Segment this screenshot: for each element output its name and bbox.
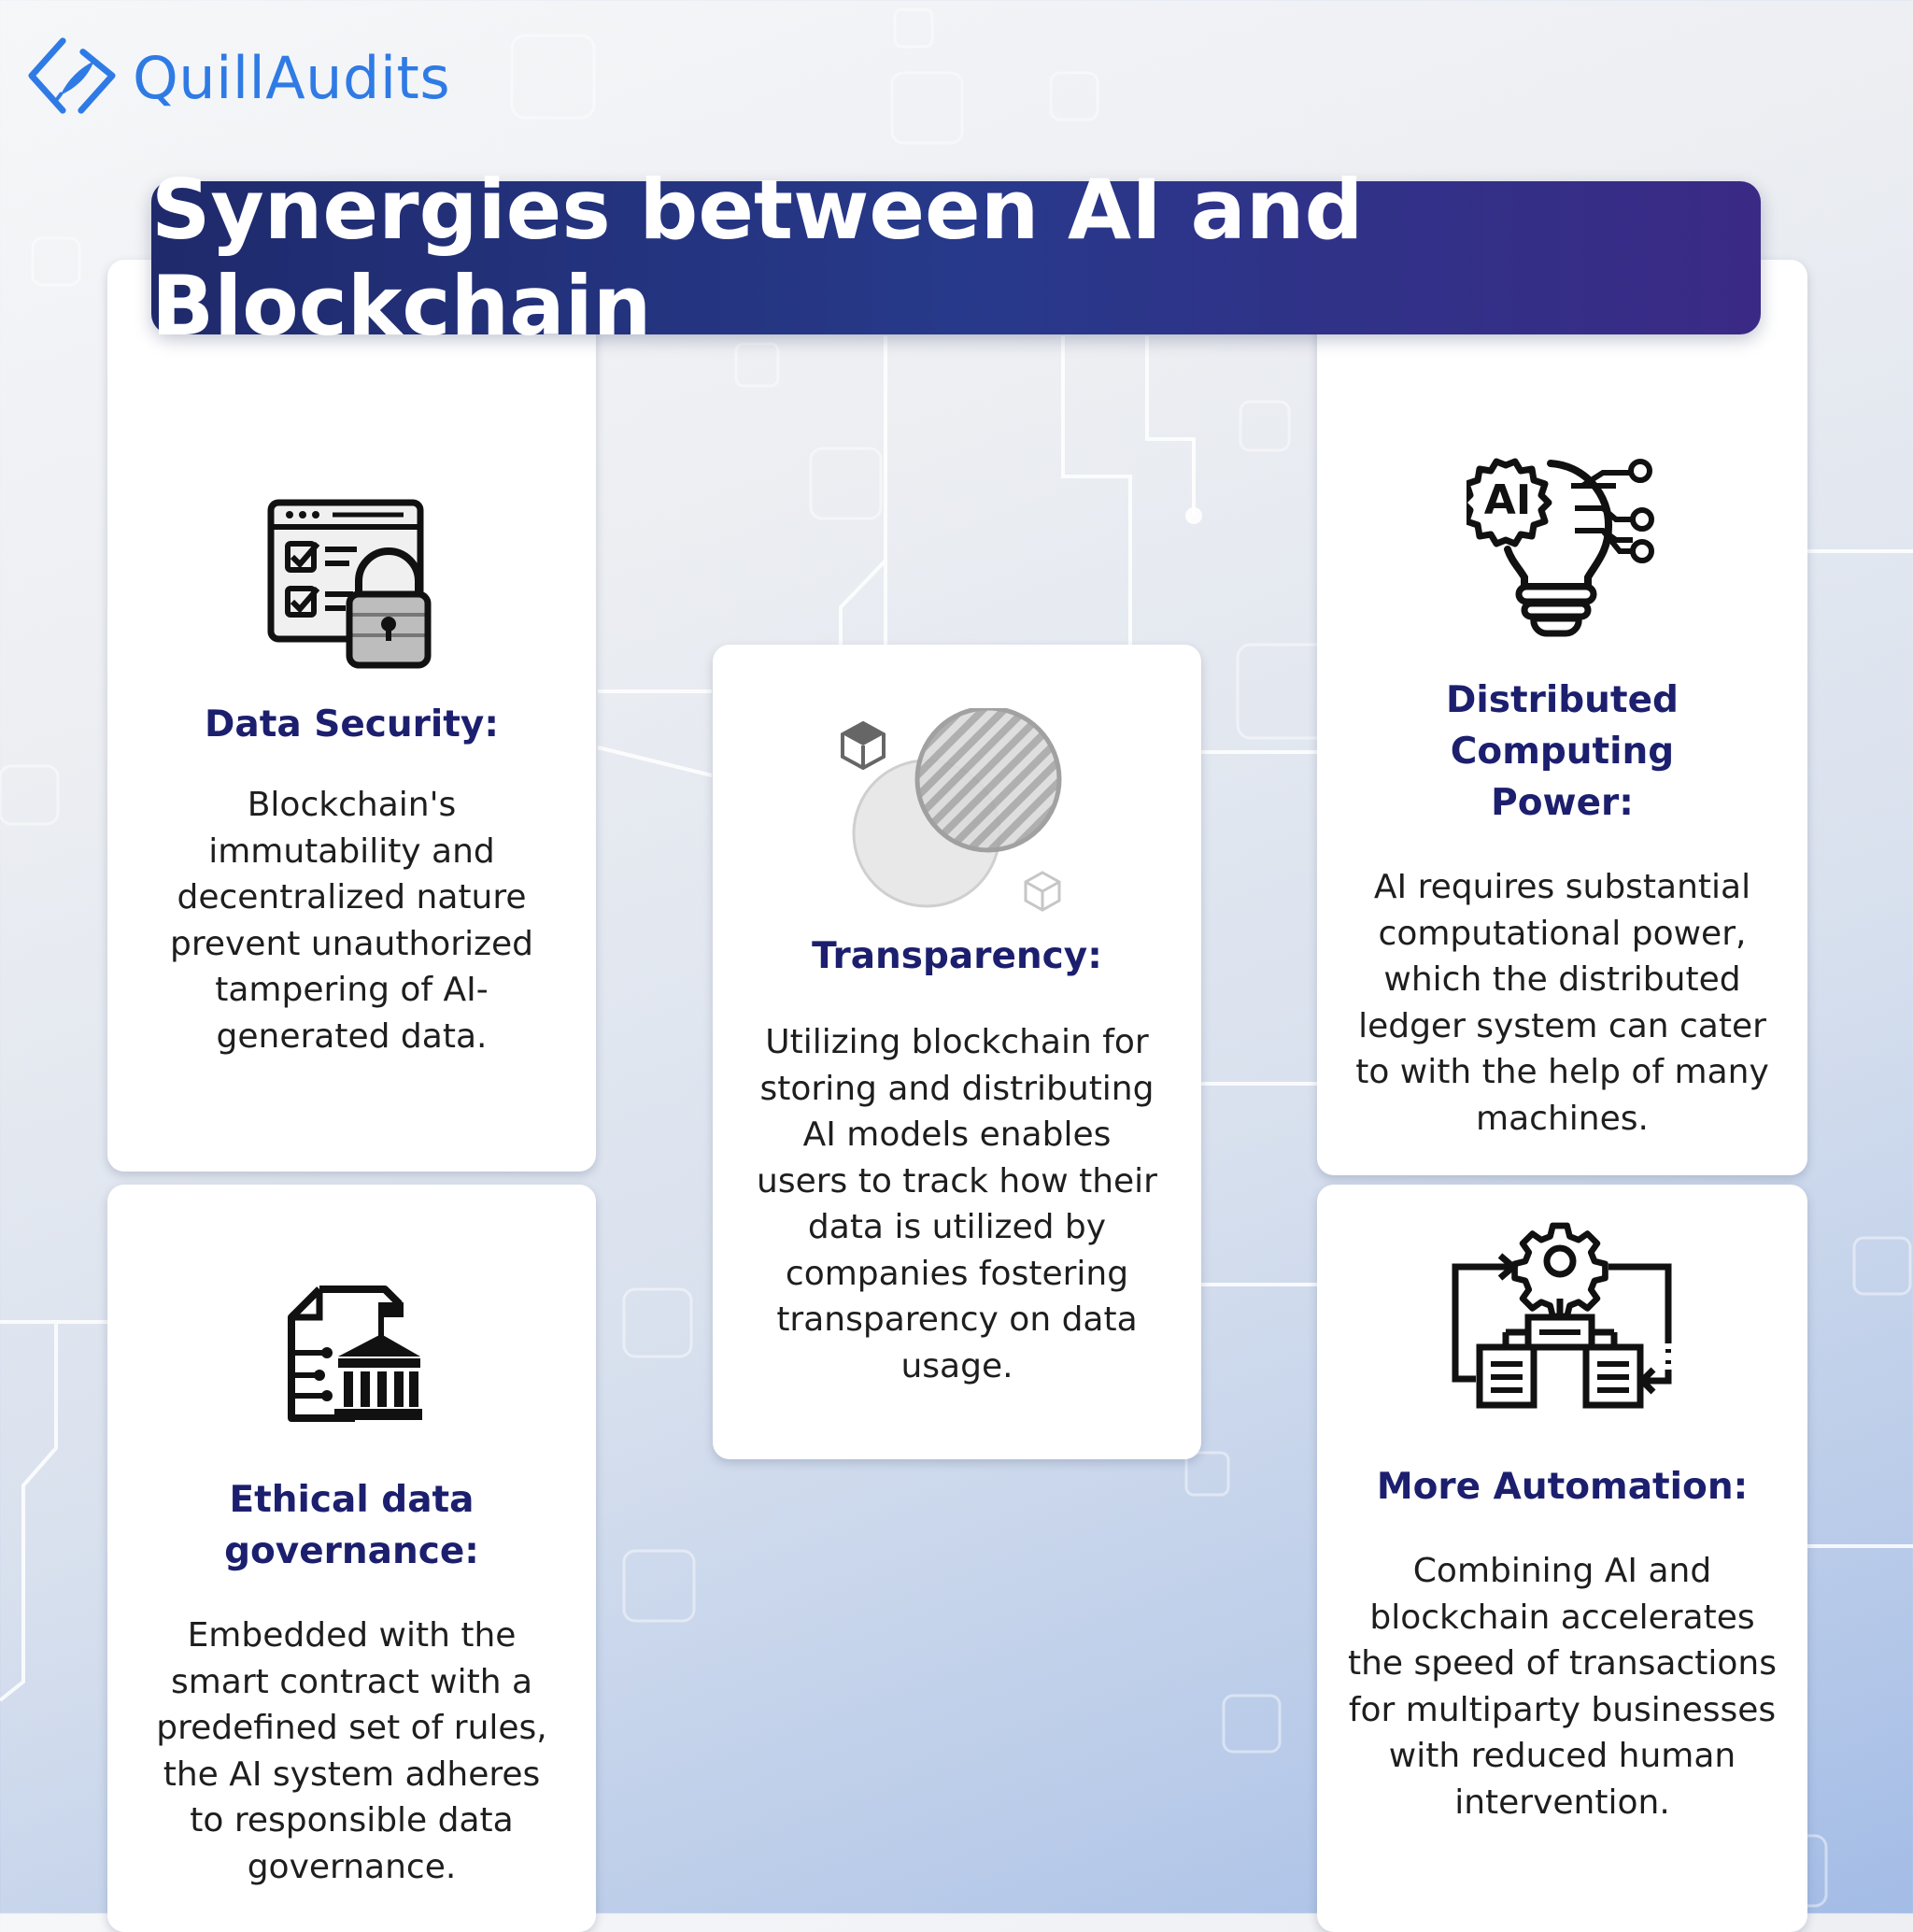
card-title: Transparency:: [812, 935, 1102, 977]
card-title: Data Security:: [205, 703, 499, 746]
secure-checklist-lock-icon: [135, 495, 568, 673]
page-title: Synergies between AI and Blockchain: [151, 162, 1364, 354]
gear-workflow-automation-icon: [1345, 1220, 1779, 1413]
card-title: Distributed Computing Power:: [1446, 679, 1679, 824]
card-body: Blockchain's immutability and decentralized nature prevent unauthorized tampering of AI-generated data.: [169, 786, 533, 1056]
title-banner: [151, 162, 1761, 354]
document-government-building-icon: [135, 1284, 568, 1424]
card-title: More Automation:: [1376, 1466, 1749, 1508]
card-body: Combining AI and blockchain accelerates the speed of transactions for multiparty businesses with reduced human intervention.: [1348, 1552, 1777, 1822]
transparent-spheres-cubes-icon: [741, 708, 1173, 923]
card-transparency: [713, 645, 1201, 1459]
card-body: Embedded with the smart contract with a predefined set of rules, the AI system adheres to responsible data governance.: [156, 1616, 547, 1886]
card-title: Ethical data governance:: [224, 1479, 479, 1572]
brand-name: QuillAudits: [133, 43, 451, 112]
card-ethical-governance: [107, 1185, 596, 1932]
card-automation: [1317, 1185, 1807, 1932]
card-data-security: [107, 260, 596, 1172]
brand-logo[interactable]: [26, 26, 450, 129]
card-body: Utilizing blockchain for storing and distributing AI models enables users to track how their data is utilized by companies fostering transparency on data usage.: [757, 1023, 1157, 1385]
svg-text:AI: AI: [1483, 476, 1531, 524]
ai-lightbulb-circuit-icon: [1345, 454, 1779, 637]
quill-code-brackets-icon: [26, 30, 118, 126]
card-body: AI requires substantial computational power, which the distributed ledger system can cater to with the help of many machines.: [1355, 868, 1769, 1138]
card-distributed-computing: [1317, 260, 1807, 1175]
